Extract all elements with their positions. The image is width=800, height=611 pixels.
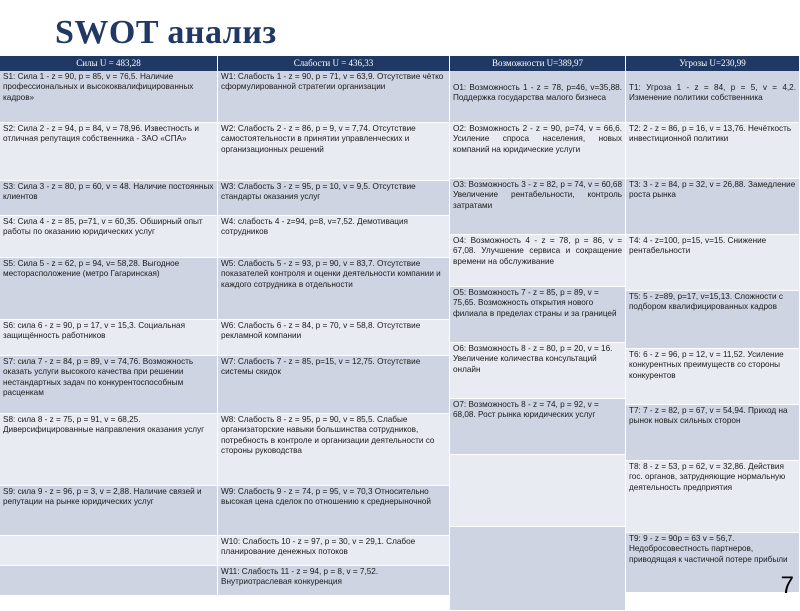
threat-cell: T4: 4 - z=100, p=15, v=15. Снижение рентабельности (626, 235, 800, 291)
page-number: 7 (780, 572, 794, 599)
strength-cell: S3: Сила 3 - z = 80, p = 60, v = 48. Наличие постоянных клиентов (0, 181, 218, 216)
threats-column (626, 56, 800, 593)
opportunities-column (450, 56, 626, 611)
strength-cell: S6: сила 6 - z = 90, p = 17, v = 15,3. Социальная защищённость работников (0, 320, 218, 356)
strength-cell (0, 536, 218, 566)
opportunity-cell: O6: Возможность 8 - z = 80, p = 20, v = 16. Увеличение количества консультаций онлайн (450, 343, 626, 399)
strength-cell: S1: Сила 1 - z = 90, p = 85, v = 76,5. Наличие профессиональных и высококвалифицированных кадров» (0, 71, 218, 123)
strength-cell: S7: сила 7 - z = 84, p = 89, v = 74,76. Возможность оказать услуги высокого качества при решении нестандартных задач по конкурентоспособным расценкам (0, 356, 218, 414)
opportunities-header: Возможности U=389,97 (450, 56, 626, 71)
threat-cell: T6: 6 - z = 96, p = 12, v = 11,52. Усиление конкурентных преимуществ со стороны конкурентов (626, 349, 800, 405)
opportunity-cell (450, 455, 626, 527)
weakness-cell: W11: Слабость 11 - z = 94, p = 8, v = 7,52. Внутриотраслевая конкуренция (218, 566, 450, 596)
opportunity-cell (450, 527, 626, 611)
strength-cell: S9: сила 9 - z = 96, p = 3, v = 2,88. Наличие связей и репутации на рынке юридических услуг (0, 486, 218, 536)
weakness-cell: W1: Слабость 1 - z = 90, p = 71, v = 63,9. Отсутствие чётко сформулированной стратегии организации (218, 71, 450, 123)
strength-cell: S4: Сила 4 - z = 85, p=71, v = 60,35. Обширный опыт работы по оказанию юридических услуг (0, 216, 218, 258)
strength-cell (0, 566, 218, 596)
slide-title: SWOT анализ (55, 14, 277, 51)
threats-header: Угрозы U=230,99 (626, 56, 800, 71)
weakness-cell: W9: Слабость 9 - z = 74, p = 95, v = 70,3 Относительно высокая цена сделок по отношению к среднерыночной (218, 486, 450, 536)
weaknesses-column (218, 56, 450, 596)
weakness-cell: W5: Слабость 5 - z = 93, p = 90, v = 83,7. Отсутствие показателей контроля и оценки деятельности компании и каждого сотрудника в отдельности (218, 258, 450, 320)
opportunity-cell: O3: Возможность 3 - z = 82, p = 74, v = 60,68 Увеличение рентабельности, контроль затратами (450, 179, 626, 235)
threat-cell: T9: 9 - z = 90p = 63 v = 56,7. Недобросовестность партнеров, приводящая к частичной потере прибыли (626, 533, 800, 593)
opportunity-cell: O1: Возможность 1 - z = 78, p=46, v=35,88. Поддержка государства малого бизнеса (450, 71, 626, 123)
threat-cell: T8: 8 - z = 53, p = 62, v = 32,86. Действия гос. органов, затрудняющие нормальную деятельность предприятия (626, 461, 800, 533)
threat-cell: T5: 5 - z=89, p=17, v=15,13. Сложности с подбором квалифицированных кадров (626, 291, 800, 349)
opportunity-cell: O2: Возможность 2 - z = 90, p=74, v = 66,6. Усиление спроса населения, новых компаний на юридические услуги (450, 123, 626, 179)
weakness-cell: W6: Слабость 6 - z = 84, p = 70, v = 58,8. Отсутствие рекламной компании (218, 320, 450, 356)
weakness-cell: W2: Слабость 2 - z = 86, p = 9, v = 7,74. Отсутствие самостоятельности в принятии управленческих и организационных решений (218, 123, 450, 181)
weakness-cell: W10: Слабость 10 - z = 97, p = 30, v = 29,1. Слабое планирование денежных потоков (218, 536, 450, 566)
strengths-header: Силы U = 483,28 (0, 56, 218, 71)
strength-cell: S2: Сила 2 - z = 94, p = 84, v = 78,96. Известность и отличная репутация собственника - ЗАО «СПА» (0, 123, 218, 181)
strength-cell: S8: сила 8 - z = 75, p = 91, v = 68,25. Диверсифицированные направления оказания услуг (0, 414, 218, 486)
weakness-cell: W7: Слабость 7 - z = 85, p=15, v = 12,75. Отсутствие системы скидок (218, 356, 450, 414)
weakness-cell: W8: Слабость 8 - z = 95, p = 90, v = 85,5. Слабые организаторские навыки большинства сотрудников, потребность в контроле и организации деятельности со стороны руководства (218, 414, 450, 486)
strength-cell: S5: Сила 5 - z = 62, p = 94, v= 58,28. Выгодное месторасположение (метро Гагаринская) (0, 258, 218, 320)
weaknesses-header: Слабости U = 436,33 (218, 56, 450, 71)
opportunity-cell: O5: Возможность 7 - z = 85, p = 89, v = 75,65. Возможность открытия нового филиала в пределах страны и за границей (450, 287, 626, 343)
opportunity-cell: O7: Возможность 8 - z = 74, p = 92, v = 68,08. Рост рынка юридических услуг (450, 399, 626, 455)
threat-cell: T7: 7 - z = 82, p = 67, v = 54,94. Приход на рынок новых сильных сторон (626, 405, 800, 461)
weakness-cell: W4: слабость 4 - z=94, p=8, v=7,52. Демотивация сотрудников (218, 216, 450, 258)
threat-cell: T2: 2 - z = 86, p = 16, v = 13,76. Нечёткость инвестиционной политики (626, 123, 800, 179)
strengths-column (0, 56, 218, 596)
threat-cell: T1: Угроза 1 - z = 84, p = 5, v = 4,2. Изменение политики собственника (626, 71, 800, 123)
threat-cell: T3: 3 - z = 84, p = 32, v = 26,88. Замедление роста рынка (626, 179, 800, 235)
opportunity-cell: O4: Возможность 4 - z = 78, p = 86, v = 67,08. Улучшение сервиса и сокращение времени на обслуживание (450, 235, 626, 287)
weakness-cell: W3: Слабость 3 - z = 95, p = 10, v = 9,5. Отсутствие стандарты оказания услуг (218, 181, 450, 216)
